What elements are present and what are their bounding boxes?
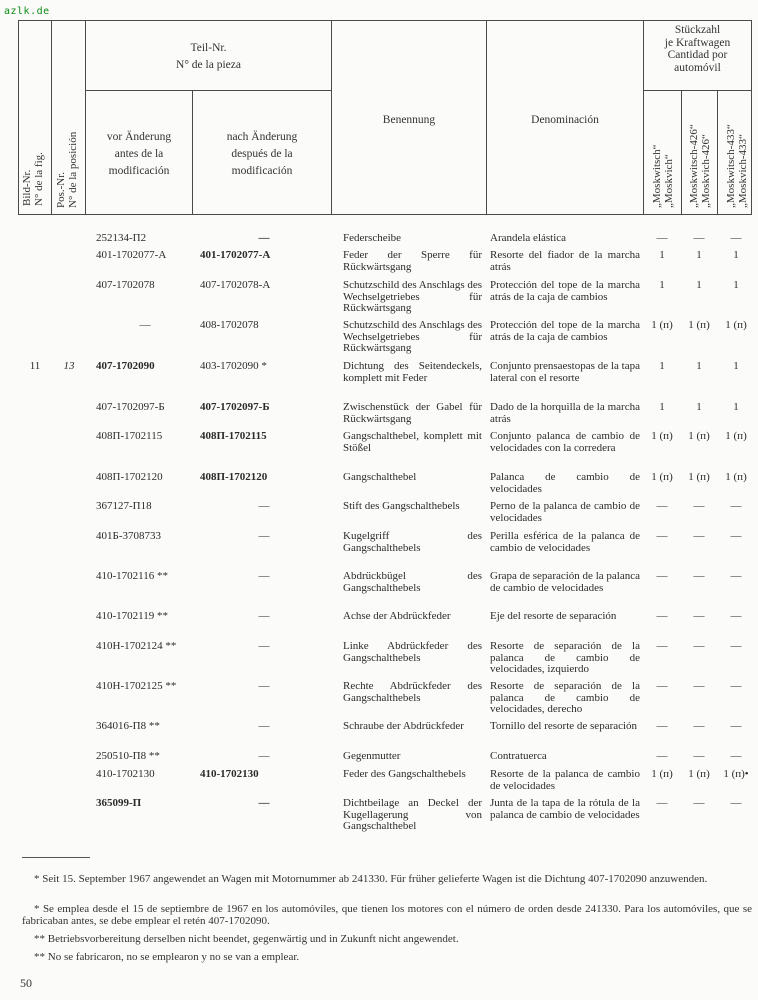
cell-qty-moskvich: 1 (п) — [651, 430, 673, 442]
cell-part-before: 410-1702119 ** — [96, 610, 169, 622]
cell-part-before: 410-1702116 ** — [96, 570, 169, 582]
cell-qty-moskvich: — — [656, 610, 668, 622]
cell-qty-moskvich: 1 (п) — [651, 319, 673, 331]
cell-qty-moskvich: — — [656, 750, 668, 762]
cell-qty-moskvich-433: — — [730, 720, 742, 732]
cell-qty-moskvich-433: 1 (п) — [725, 471, 747, 483]
cell-part-after: 410-1702130 — [200, 768, 259, 780]
header-pos-nr: Pos.-Nr. N° de la posición — [55, 131, 79, 208]
cell-qty-moskvich-426: — — [693, 610, 705, 622]
cell-denominacion: Arandela elástica — [490, 232, 567, 244]
cell-part-before: 364016-П8 ** — [96, 720, 160, 732]
cell-qty-moskvich-426: — — [693, 500, 705, 512]
cell-benennung: Rechte Abdrückfeder des Gangschalthebels — [343, 680, 482, 704]
cell-qty-moskvich-426: 1 (п) — [688, 430, 710, 442]
cell-qty-moskvich-433: 1 (п) — [725, 430, 747, 442]
header-moskvich-426: „Moskwitsch-426“ „Moskvich-426“ — [688, 124, 712, 208]
cell-qty-moskvich-426: — — [693, 570, 705, 582]
cell-qty-moskvich-433: — — [730, 680, 742, 692]
cell-qty-moskvich: — — [656, 570, 668, 582]
cell-denominacion: Perno de la palanca de cambio de velocidades — [490, 500, 640, 524]
cell-qty-moskvich-426: — — [693, 232, 705, 244]
cell-benennung: Linke Abdrückfeder des Gangschalthebels — [343, 640, 482, 664]
cell-benennung: Schutzschild des Anschlags des Wechselgetriebes für Rückwärtsgang — [343, 319, 483, 354]
cell-benennung: Feder der Sperre für Rückwärtsgang — [343, 249, 482, 273]
cell-qty-moskvich-433: — — [730, 530, 742, 542]
cell-qty-moskvich-433: — — [730, 500, 742, 512]
header-benennung: Benennung — [382, 114, 436, 126]
cell-denominacion: Perilla esférica de la palanca de cambio de velocidades — [490, 530, 640, 554]
cell-qty-moskvich: — — [656, 797, 668, 809]
page-number: 50 — [20, 976, 32, 990]
cell-part-after: 408П-1702120 — [200, 471, 268, 483]
cell-qty-moskvich: — — [656, 232, 668, 244]
cell-denominacion: Junta de la tapa de la rótula de la palanca de cambio de velocidades — [490, 797, 640, 821]
cell-benennung: Abdrückbügel des Gangschalthebels — [343, 570, 482, 594]
cell-benennung: Gegenmutter — [343, 750, 401, 762]
cell-part-after: 403-1702090 * — [200, 360, 267, 372]
cell-denominacion: Dado de la horquilla de la marcha atrás — [490, 401, 640, 425]
cell-benennung: Feder des Gangschalthebels — [343, 768, 466, 780]
cell-qty-moskvich-426: — — [693, 530, 705, 542]
cell-qty-moskvich: — — [656, 500, 668, 512]
cell-denominacion: Resorte de separación de la palanca de cambio de velocidades, derecho — [490, 680, 640, 715]
cell-qty-moskvich: 1 (п) — [651, 471, 673, 483]
cell-part-after: — — [258, 680, 270, 692]
cell-part-before: 410Н-1702125 ** — [96, 680, 177, 692]
cell-qty-moskvich-426: — — [693, 640, 705, 652]
cell-benennung: Gangschalthebel — [343, 471, 417, 483]
cell-benennung: Achse der Abdrückfeder — [343, 610, 451, 622]
header-moskvich: „Moskwitsch“ „Moskvich“ — [651, 144, 675, 208]
cell-part-before: — — [139, 319, 151, 331]
cell-part-after: — — [258, 500, 270, 512]
cell-qty-moskvich-426: — — [693, 680, 705, 692]
cell-qty-moskvich-426: 1 — [696, 360, 702, 372]
cell-qty-moskvich-433: 1 (п)• — [723, 768, 749, 780]
cell-qty-moskvich-433: 1 — [733, 279, 739, 291]
cell-part-after: — — [258, 750, 270, 762]
cell-qty-moskvich-426: 1 (п) — [688, 471, 710, 483]
cell-qty-moskvich-433: 1 — [733, 249, 739, 261]
cell-qty-moskvich-433: — — [730, 610, 742, 622]
cell-part-before: 252134-П2 — [96, 232, 147, 244]
cell-benennung: Schraube der Abdrückfeder — [343, 720, 464, 732]
cell-qty-moskvich-426: 1 — [696, 279, 702, 291]
cell-qty-moskvich: 1 — [659, 249, 665, 261]
cell-part-after: — — [258, 610, 270, 622]
cell-part-before: 410-1702130 — [96, 768, 155, 780]
header-nach-aenderung: nach Änderung después de la modificación — [226, 131, 298, 177]
cell-benennung: Kugelgriff des Gangschalthebels — [343, 530, 482, 554]
cell-qty-moskvich-426: 1 (п) — [688, 319, 710, 331]
cell-denominacion: Conjunto palanca de cambio de velocidades con la corredera — [490, 430, 640, 454]
footnote-1-de: * Seit 15. September 1967 angewendet an Wagen mit Motornummer ab 241330. Für früher gelieferte Wagen ist die Dichtung 407-1702090 anzuwenden. — [34, 873, 708, 885]
cell-benennung: Gangschalthebel, komplett mit Stößel — [343, 430, 482, 454]
cell-part-after: — — [258, 570, 270, 582]
header-stueckzahl: Stückzahl je Kraftwagen Cantidad por automóvil — [664, 24, 731, 74]
cell-qty-moskvich-433: — — [730, 797, 742, 809]
header-moskvich-433: „Moskwitsch-433“ „Moskvich-433“ — [725, 124, 749, 208]
cell-qty-moskvich-426: 1 — [696, 249, 702, 261]
cell-denominacion: Resorte de la palanca de cambio de velocidades — [490, 768, 640, 792]
cell-denominacion: Eje del resorte de separación — [490, 610, 617, 622]
cell-denominacion: Resorte de separación de la palanca de cambio de velocidades, izquierdo — [490, 640, 640, 675]
cell-part-before: 408П-1702120 — [96, 471, 163, 483]
cell-part-after: — — [258, 797, 270, 809]
cell-part-after: — — [258, 640, 270, 652]
cell-denominacion: Grapa de separación de la palanca de cambio de velocidades — [490, 570, 640, 594]
cell-qty-moskvich: 1 (п) — [651, 768, 673, 780]
cell-denominacion: Contratuerca — [490, 750, 547, 762]
cell-qty-moskvich-433: 1 — [733, 360, 739, 372]
cell-part-before: 407-1702078 — [96, 279, 155, 291]
cell-part-after: 408-1702078 — [200, 319, 259, 331]
cell-part-before: 407-1702090 — [96, 360, 155, 372]
cell-part-before: 250510-П8 ** — [96, 750, 160, 762]
cell-benennung: Zwischenstück der Gabel für Rückwärtsgang — [343, 401, 482, 425]
cell-part-after: — — [258, 232, 270, 244]
cell-part-after: 408П-1702115 — [200, 430, 267, 442]
cell-pos-nr: 13 — [63, 360, 75, 372]
cell-part-before: 367127-П18 — [96, 500, 152, 512]
cell-bild-nr: 11 — [29, 360, 41, 372]
cell-part-after: 407-1702078-А — [200, 279, 271, 291]
cell-benennung: Federscheibe — [343, 232, 402, 244]
watermark: azlk.de — [4, 6, 50, 17]
cell-denominacion: Palanca de cambio de velocidades — [490, 471, 640, 495]
cell-denominacion: Conjunto prensaestopas de la tapa lateral con el resorte — [490, 360, 640, 384]
cell-denominacion: Resorte del fiador de la marcha atrás — [490, 249, 640, 273]
cell-part-after: 407-1702097-Б — [200, 401, 270, 413]
cell-qty-moskvich: 1 — [659, 279, 665, 291]
cell-part-after: — — [258, 530, 270, 542]
cell-qty-moskvich: 1 — [659, 360, 665, 372]
footnote-1-es: * Se emplea desde el 15 de septiembre de 1967 en los automóviles, que tienen los motores con el número de orden desde 241330. Para los automóviles, que se fabricaban antes, se debe emplear el retén 407-1702090. — [22, 903, 752, 927]
cell-part-before: 401Б-3708733 — [96, 530, 161, 542]
cell-qty-moskvich: 1 — [659, 401, 665, 413]
cell-denominacion: Tornillo del resorte de separación — [490, 720, 638, 732]
cell-qty-moskvich-433: — — [730, 640, 742, 652]
cell-qty-moskvich-426: — — [693, 750, 705, 762]
cell-qty-moskvich: — — [656, 640, 668, 652]
cell-part-after: 401-1702077-А — [200, 249, 271, 261]
footnote-divider — [22, 857, 90, 858]
cell-qty-moskvich-433: 1 (п) — [725, 319, 747, 331]
header-denominacion: Denominación — [531, 114, 599, 126]
cell-qty-moskvich-426: — — [693, 797, 705, 809]
cell-part-before: 410Н-1702124 ** — [96, 640, 177, 652]
cell-benennung: Stift des Gangschalthebels — [343, 500, 460, 512]
cell-qty-moskvich-433: — — [730, 570, 742, 582]
cell-denominacion: Protección del tope de la marcha atrás de la caja de cambios — [490, 279, 640, 303]
cell-benennung: Dichtbeilage an Deckel der Kugellagerung von Gangschalthebel — [343, 797, 482, 832]
cell-benennung: Schutzschild des Anschlags des Wechselgetriebes für Rückwärtsgang — [343, 279, 483, 314]
footnote-2-de: ** Betriebsvorbereitung derselben nicht beendet, gegenwärtig und in Zukunft nicht angewendet. — [34, 933, 459, 945]
cell-qty-moskvich-426: — — [693, 720, 705, 732]
cell-qty-moskvich-426: 1 (п) — [688, 768, 710, 780]
header-bild-nr: Bild-Nr. N° de la fig. — [21, 152, 45, 206]
cell-part-before: 401-1702077-А — [96, 249, 167, 261]
footnote-2-es: ** No se fabricaron, no se emplearon y no se van a emplear. — [34, 951, 300, 963]
cell-qty-moskvich-433: — — [730, 750, 742, 762]
header-teil-nr: Teil-Nr. N° de la pieza — [176, 42, 241, 71]
cell-qty-moskvich: — — [656, 720, 668, 732]
cell-qty-moskvich-433: 1 — [733, 401, 739, 413]
cell-qty-moskvich: — — [656, 680, 668, 692]
cell-part-before: 407-1702097-Б — [96, 401, 165, 413]
cell-benennung: Dichtung des Seitendeckels, komplett mit Feder — [343, 360, 482, 384]
header-vor-aenderung: vor Änderung antes de la modificación — [106, 131, 172, 177]
cell-denominacion: Protección del tope de la marcha atrás de la caja de cambios — [490, 319, 640, 343]
cell-qty-moskvich-426: 1 — [696, 401, 702, 413]
cell-part-before: 365099-П — [96, 797, 142, 809]
cell-qty-moskvich-433: — — [730, 232, 742, 244]
cell-part-after: — — [258, 720, 270, 732]
cell-part-before: 408П-1702115 — [96, 430, 163, 442]
cell-qty-moskvich: — — [656, 530, 668, 542]
